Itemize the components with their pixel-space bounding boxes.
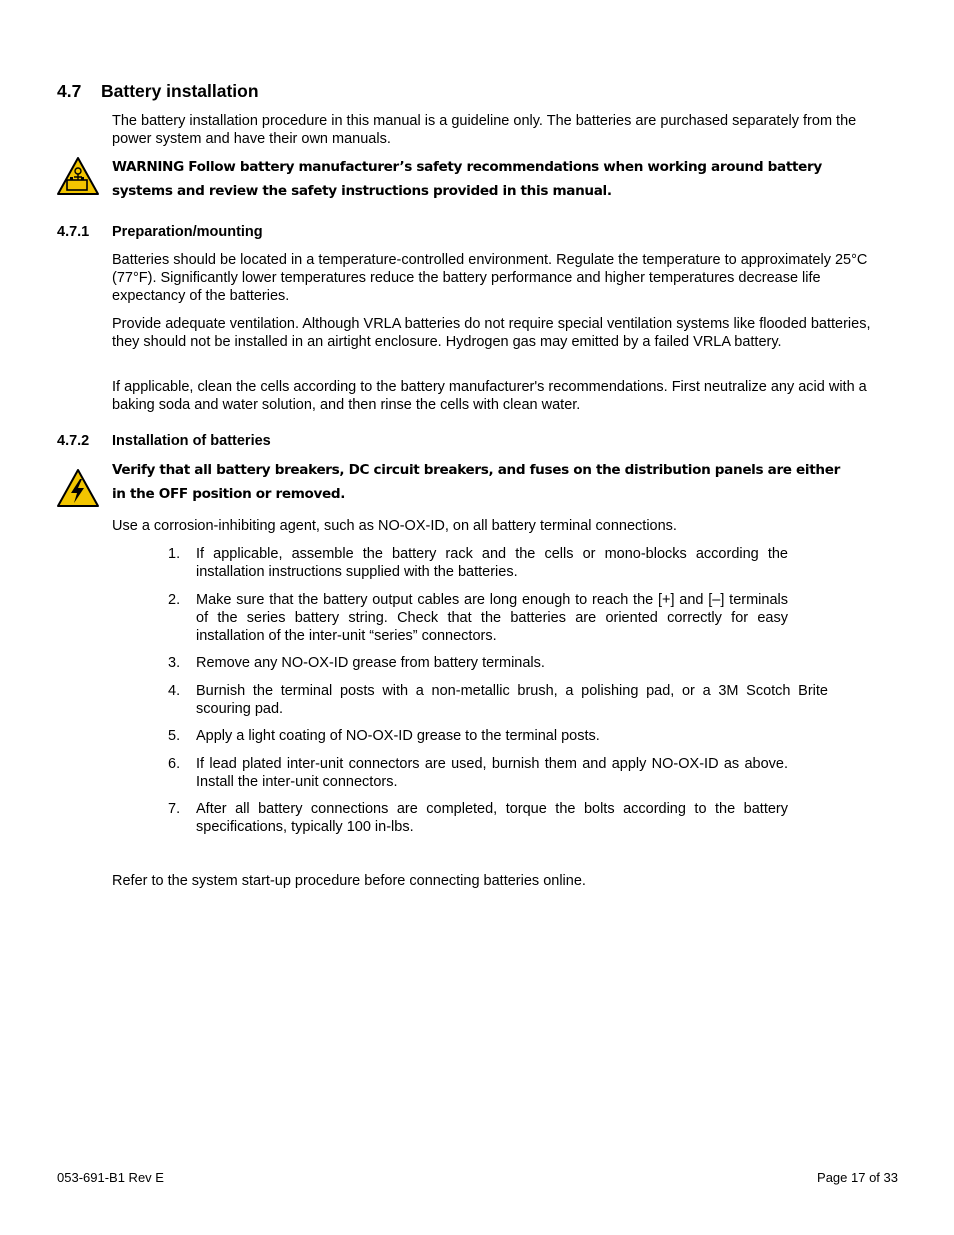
- paragraph-temperature: Batteries should be located in a temperature-controlled environment. Regulate the temperature to approximately 25°C (77°F). Significantly lower temperatures reduce the battery performance and higher temperatures decrease life expectancy of the batteries.: [112, 252, 868, 304]
- step-number: 7.: [168, 801, 181, 817]
- step-number: 6.: [168, 755, 181, 772]
- step-text: After all battery connections are completed, torque the bolts according to the battery specifications, typically 100 in-lbs.: [196, 801, 788, 835]
- paragraph-ventilation: Provide adequate ventilation. Although VRLA batteries do not require special ventilation systems like flooded batteries, they should not be installed in an airtight enclosure. Hydrogen gas may emitted by a failed VRLA battery.: [112, 316, 871, 350]
- step-number: 1.: [168, 546, 181, 562]
- step-text: If lead plated inter-unit connectors are used, burnish them and apply NO-OX-ID as above. Install the inter-unit connectors.: [196, 755, 788, 790]
- step-text: Make sure that the battery output cables are long enough to reach the [+] and [–] terminals of the series battery string. Check that the batteries are oriented correctly for easy installation of the inter-unit “series” connectors.: [196, 591, 788, 644]
- subsection-number: 4.7.1: [57, 224, 90, 240]
- electrical-warning-text: Verify that all battery breakers, DC circuit breakers, and fuses on the distribution panels are either in the OFF position or removed.: [112, 462, 840, 502]
- subsection-number: 4.7.2: [57, 433, 90, 449]
- list-item: [168, 591, 788, 645]
- closing-note: Refer to the system start-up procedure before connecting batteries online.: [112, 873, 586, 889]
- step-text: Remove any NO-OX-ID grease from battery terminals.: [196, 655, 545, 671]
- step-number: 3.: [168, 655, 181, 671]
- step-number: 5.: [168, 728, 181, 744]
- subsection-heading-4-7-2: [57, 433, 271, 449]
- step-number: 4.: [168, 682, 181, 699]
- paragraph-cleaning: If applicable, clean the cells according to the battery manufacturer's recommendations. First neutralize any acid with a baking soda and water solution, and then rinse the cells with clean water.: [112, 379, 867, 413]
- subsection-heading-4-7-1: [57, 224, 263, 240]
- step-text: If applicable, assemble the battery rack and the cells or mono-blocks according the installation instructions supplied with the batteries.: [196, 546, 788, 580]
- section-intro: The battery installation procedure in this manual is a guideline only. The batteries are purchased separately from the power system and have their own manuals.: [112, 113, 857, 147]
- section-heading: [57, 81, 259, 102]
- step-text: Apply a light coating of NO-OX-ID grease to the terminal posts.: [196, 728, 600, 744]
- list-item: [168, 682, 828, 718]
- installation-intro: Use a corrosion-inhibiting agent, such as NO-OX-ID, on all battery terminal connections.: [112, 518, 677, 534]
- battery-warning-text: WARNING Follow battery manufacturer’s safety recommendations when working around battery systems and review the safety instructions provided in this manual.: [112, 159, 822, 199]
- list-item: [168, 654, 788, 672]
- step-number: 2.: [168, 591, 181, 608]
- list-item: [168, 755, 788, 791]
- list-item: [168, 727, 788, 745]
- list-item: [168, 800, 788, 836]
- section-title: Battery installation: [101, 81, 259, 101]
- list-item: [168, 545, 788, 581]
- step-text: Burnish the terminal posts with a non-metallic brush, a polishing pad, or a 3M Scotch Brite scouring pad.: [196, 682, 828, 717]
- section-number: 4.7: [57, 81, 82, 101]
- footer-doc-id: 053-691-B1 Rev E: [57, 1170, 164, 1185]
- footer-page-number: Page 17 of 33: [817, 1170, 898, 1185]
- subsection-title: Preparation/mounting: [112, 224, 263, 240]
- subsection-title: Installation of batteries: [112, 433, 271, 449]
- installation-steps: [168, 545, 828, 846]
- battery-hazard-icon: [56, 156, 100, 196]
- high-voltage-icon: [56, 468, 100, 508]
